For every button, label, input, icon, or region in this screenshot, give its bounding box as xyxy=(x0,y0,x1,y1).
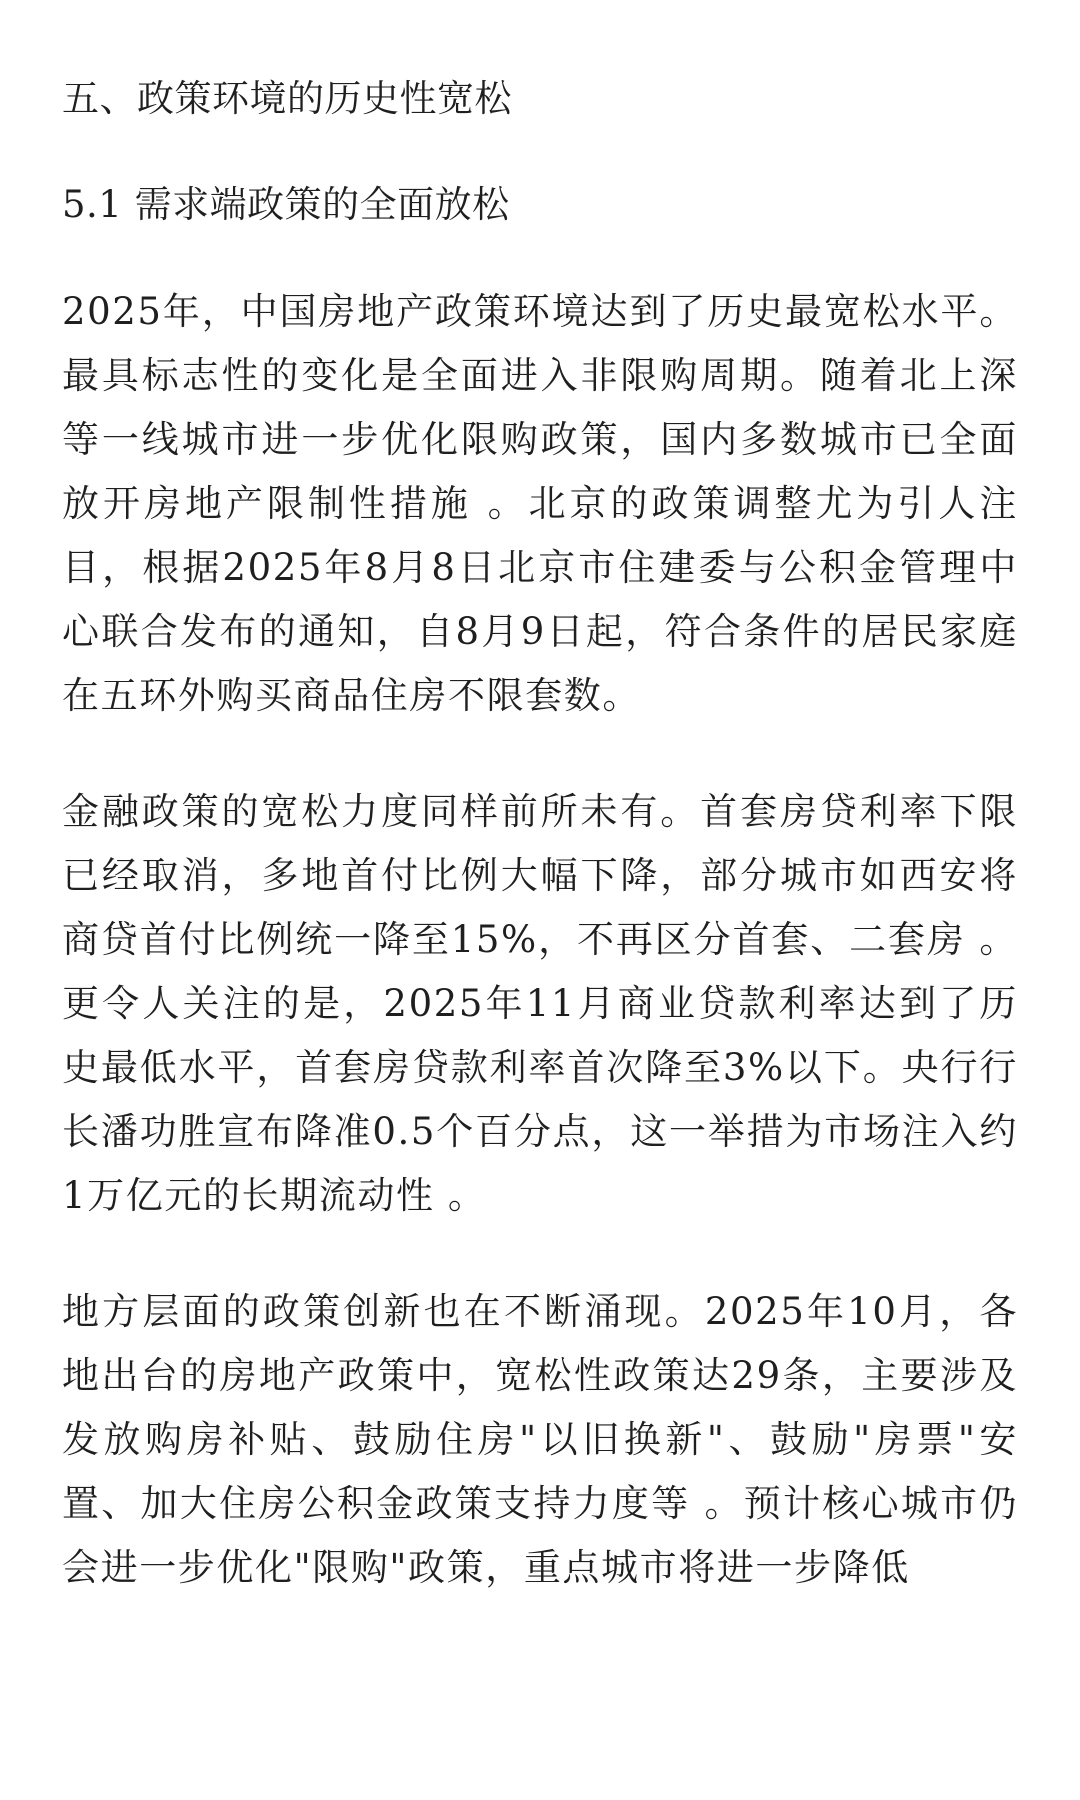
paragraph-local-policy: 地方层面的政策创新也在不断涌现。2025年10月，各地出台的房地产政策中，宽松性政策达29条，主要涉及发放购房补贴、鼓励住房"以旧换新"、鼓励"房票"安置、加大住房公积金政策支持力度等 。预计核心城市仍会进一步优化"限购"政策，重点城市将进一步降低 xyxy=(62,1290,1018,1589)
paragraph-policy-environment: 2025年，中国房地产政策环境达到了历史最宽松水平。最具标志性的变化是全面进入非限购周期。随着北上深等一线城市进一步优化限购政策，国内多数城市已全面放开房地产限制性措施 。北京的政策调整尤为引人注目，根据2025年8月8日北京市住建委与公积金管理中心联合发布的通知，自8月9日起，符合条件的居民家庭在五环外购买商品住房不限套数。 xyxy=(62,290,1018,717)
paragraph-financial-policy: 金融政策的宽松力度同样前所未有。首套房贷利率下限已经取消，多地首付比例大幅下降，部分城市如西安将商贷首付比例统一降至15%，不再区分首套、二套房 。更令人关注的是，2025年11月商业贷款利率达到了历史最低水平，首套房贷款利率首次降至3%以下。央行行长潘功胜宣布降准0.5个百分点，这一举措为市场注入约1万亿元的长期流动性 。 xyxy=(62,790,1018,1217)
subsection-title: 5.1 需求端政策的全面放松 xyxy=(62,183,510,226)
section-title: 五、政策环境的历史性宽松 xyxy=(62,77,512,120)
